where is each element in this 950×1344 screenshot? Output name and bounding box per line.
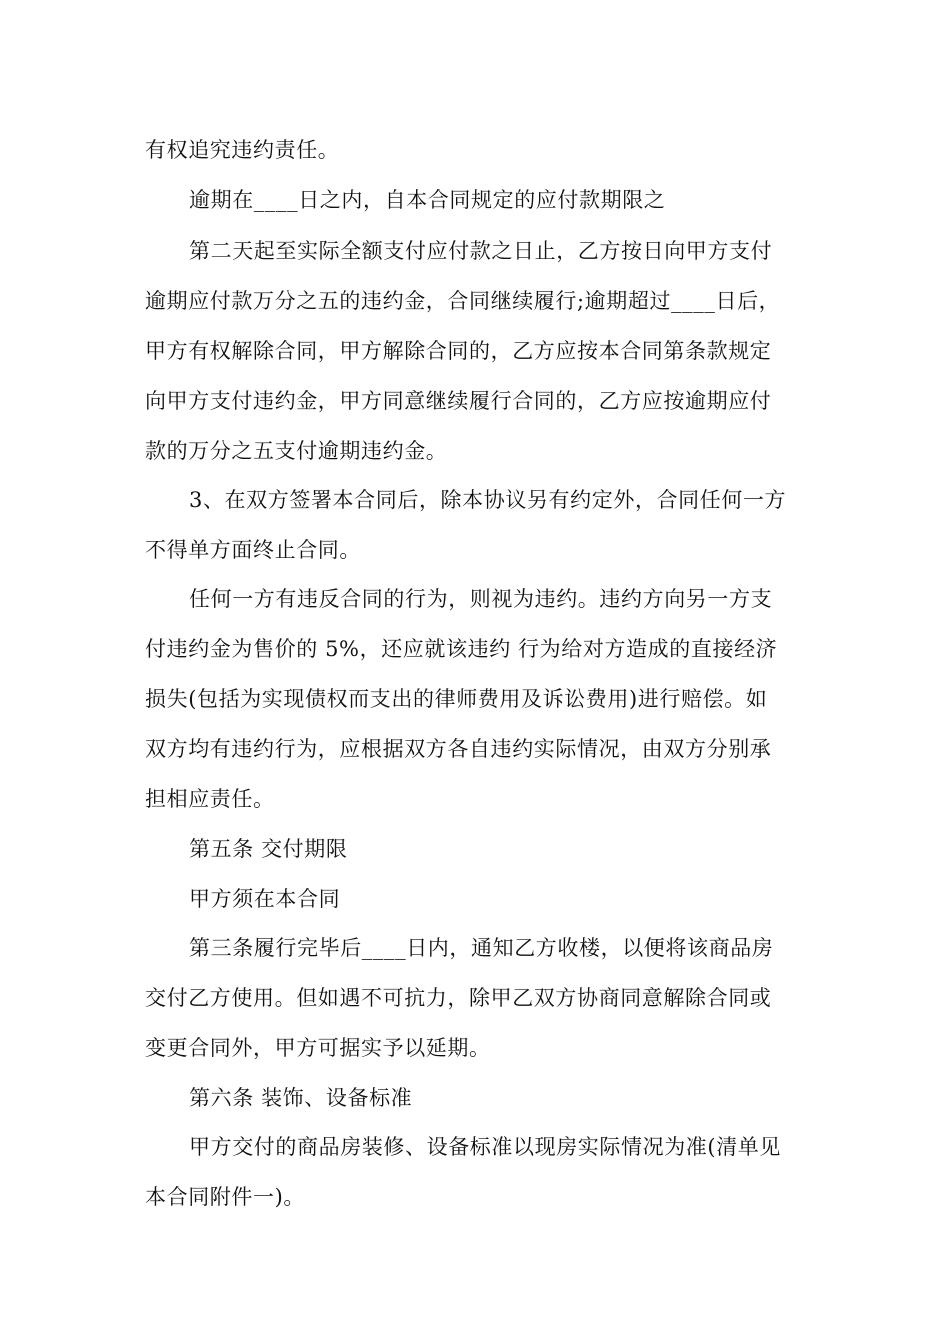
text-line: 变更合同外，甲方可据实予以延期。: [145, 1036, 491, 1060]
text-line: 甲方有权解除合同，甲方解除合同的，乙方应按本合同第条款规定: [145, 339, 772, 363]
text-line: 有权追究违约责任。: [145, 138, 340, 162]
text-line: 担相应责任。: [145, 787, 275, 811]
text-line: 双方均有违约行为，应根据双方各自违约实际情况，由双方分别承: [145, 737, 772, 761]
text-line: 款的万分之五支付逾期违约金。: [145, 439, 448, 463]
text-line: 甲方须在本合同: [189, 887, 341, 911]
section-heading: 第六条 装饰、设备标准: [189, 1086, 413, 1110]
text-line: 第三条履行完毕后____日内，通知乙方收楼，以便将该商品房: [189, 936, 774, 960]
text-line: 损失(包括为实现债权而支出的律师费用及诉讼费用)进行赔偿。如: [145, 687, 768, 711]
text-line: 逾期在____日之内，自本合同规定的应付款期限之: [189, 188, 666, 212]
section-heading: 第五条 交付期限: [189, 837, 348, 861]
text-line: 第二天起至实际全额支付应付款之日止，乙方按日向甲方支付: [189, 239, 773, 263]
text-line: 向甲方支付违约金，甲方同意继续履行合同的，乙方应按逾期应付: [145, 389, 772, 413]
text-line: 交付乙方使用。但如遇不可抗力，除甲乙双方协商同意解除合同或: [145, 986, 772, 1010]
text-line: 付违约金为售价的 5%，还应就该违约 行为给对方造成的直接经济: [145, 637, 778, 661]
text-line: 3、在双方签署本合同后，除本协议另有约定外，合同任何一方: [189, 488, 787, 512]
text-line: 甲方交付的商品房装修、设备标准以现房实际情况为准(清单见: [189, 1135, 781, 1159]
text-line: 不得单方面终止合同。: [145, 538, 361, 562]
text-line: 逾期应付款万分之五的违约金，合同继续履行;逾期超过____日后，: [145, 289, 781, 313]
text-line: 本合同附件一)。: [145, 1185, 305, 1209]
text-line: 任何一方有违反合同的行为，则视为违约。违约方向另一方支: [189, 587, 773, 611]
